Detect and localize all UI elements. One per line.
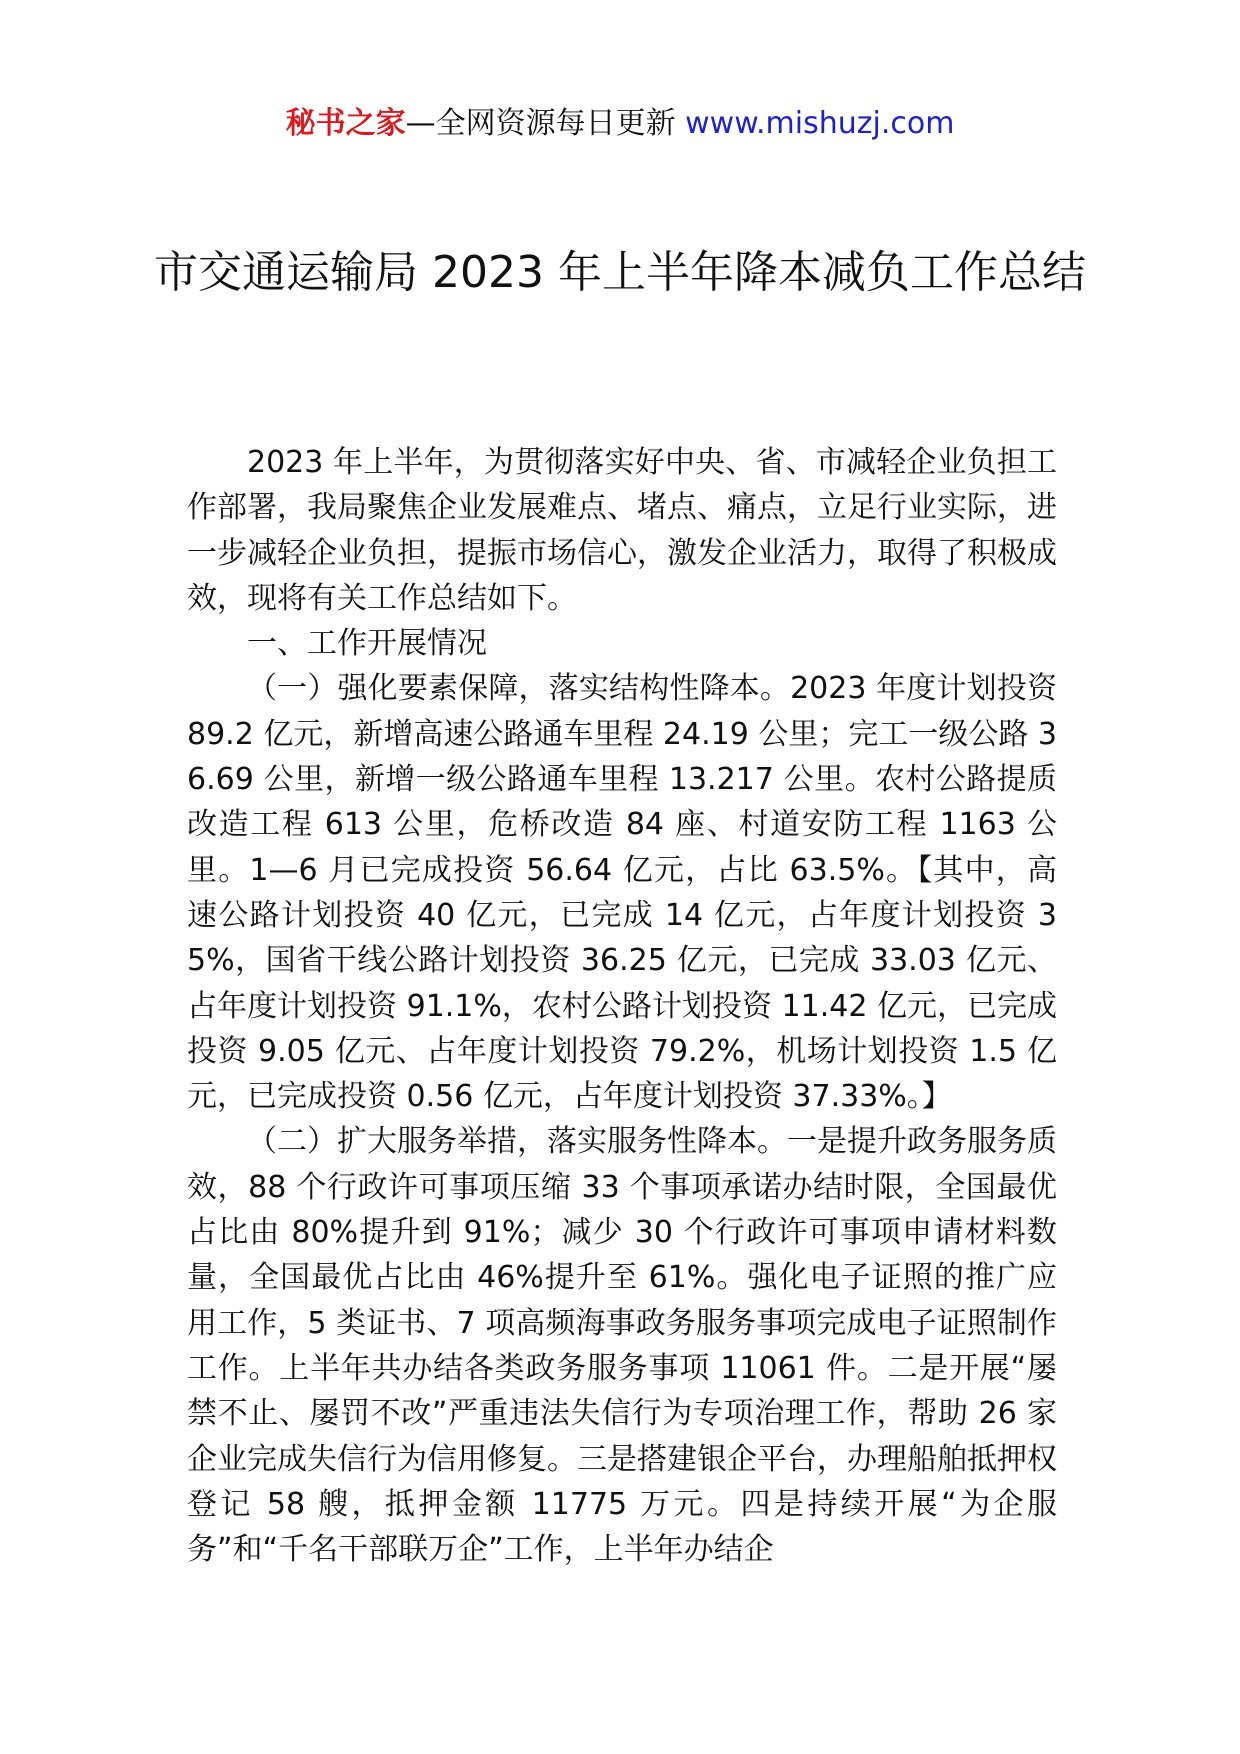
brand-name: 秘书之家: [285, 106, 406, 141]
document-title: 市交通运输局 2023 年上半年降本减负工作总结: [154, 247, 1086, 298]
website-link[interactable]: www.mishuzj.com: [685, 106, 955, 141]
paragraph-intro: 2023 年上半年，为贯彻落实好中央、省、市减轻企业负担工作部署，我局聚焦企业发展难点、堵点、痛点，立足行业实际，进一步减轻企业负担，提振市场信心，激发企业活力，取得了积极成效，现将有关工作总结如下。: [187, 445, 1057, 616]
document-body: [187, 440, 1057, 1572]
paragraph-section-1-1: （一）强化要素保障，落实结构性降本。2023 年度计划投资 89.2 亿元，新增高速公路通车里程 24.19 公里；完工一级公路 36.69 公里，新增一级公路通车里程 13.217 公里。农村公路提质改造工程 613 公里，危桥改造 84 座、村道安防工程 1163 公里。1—6 月已完成投资 56.64 亿元，占比 63.5%。【其中，高速公路计划投资 40 亿元，已完成 14 亿元，占年度计划投资 35%，国省干线公路计划投资 36.25 亿元，已完成 33.03 亿元、占年度计划投资 91.1%，农村公路计划投资 11.42 亿元，已完成投资 9.05 亿元、占年度计划投资 79.2%，机场计划投资 1.5 亿元，已完成投资 0.56 亿元，占年度计划投资 37.33%。】: [187, 671, 1057, 1115]
header-tagline: —全网资源每日更新: [405, 106, 686, 141]
site-header: [0, 100, 1240, 148]
section-heading-1: 一、工作开展情况: [247, 626, 487, 662]
paragraph-section-1-2: （二）扩大服务举措，落实服务性降本。一是提升政务服务质效，88 个行政许可事项压缩 33 个事项承诺办结时限，全国最优占比由 80%提升到 91%；减少 30 个行政许可事项申请材料数量，全国最优占比由 46%提升至 61%。强化电子证照的推广应用工作，5 类证书、7 项高频海事政务服务事项完成电子证照制作工作。上半年共办结各类政务服务事项 11061 件。二是开展“屡禁不止、屡罚不改”严重违法失信行为专项治理工作，帮助 26 家企业完成失信行为信用修复。三是搭建银企平台，办理船舶抵押权登记 58 艘，抵押金额 11775 万元。四是持续开展“为企服务”和“千名干部联万企”工作，上半年办结企: [187, 1124, 1057, 1568]
